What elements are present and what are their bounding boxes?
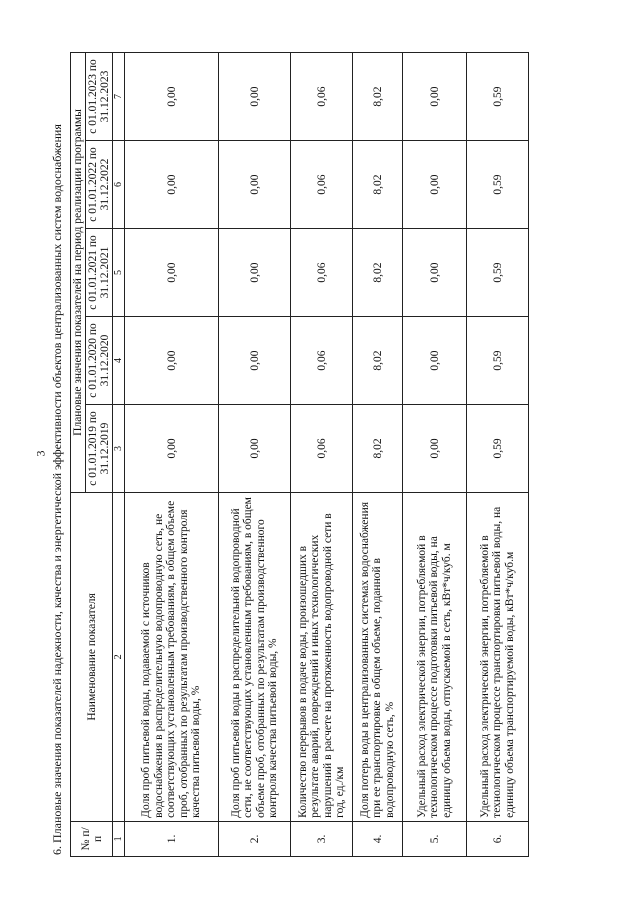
indicator-value: 0,00 — [125, 53, 219, 141]
table-row — [403, 53, 467, 857]
header-row-group — [71, 53, 86, 857]
indicator-value: 0,00 — [219, 53, 291, 141]
page-number: 3 — [33, 450, 48, 457]
column-index: 5 — [113, 229, 125, 317]
indicator-name: Удельный расход электрической энергии, потребляемой в технологическом процессе транспортировки питьевой воды, на единицу объема транспортируемой воды, кВт*ч/куб.м — [467, 492, 529, 821]
section-heading: 6. Плановые значения показателей надежности, качества и энергетической эффективности объектов централизованных систем водоснабжения — [50, 124, 64, 855]
indicator-name: Доля потерь воды в централизованных системах водоснабжения при ее транспортировке в общем объеме, поданной в водопроводную сеть, % — [353, 492, 403, 821]
column-index-row — [113, 53, 125, 857]
indicator-name: Доля проб питьевой воды в распределительной водопроводной сети, не соответствующих установленным требованиям, в общем объеме проб, отобранных по результатам производственного контроля качества питьевой воды, % — [219, 492, 291, 821]
indicator-value: 0,59 — [467, 229, 529, 317]
indicator-value: 0,59 — [467, 53, 529, 141]
indicator-value: 0,00 — [125, 404, 219, 492]
indicator-value: 0,00 — [219, 317, 291, 405]
period-header: с 01.01.2019 по 31.12.2019 — [86, 404, 113, 492]
indicator-value: 0,00 — [219, 404, 291, 492]
period-header: с 01.01.2020 по 31.12.2020 — [86, 317, 113, 405]
row-number: 4. — [353, 821, 403, 856]
column-index: 1 — [113, 821, 125, 856]
indicator-value: 0,00 — [125, 141, 219, 229]
period-header: с 01.01.2021 по 31.12.2021 — [86, 229, 113, 317]
indicator-value: 0,00 — [403, 53, 467, 141]
indicators-table — [70, 52, 529, 857]
table-row — [219, 53, 291, 857]
row-number: 6. — [467, 821, 529, 856]
indicator-name: Количество перерывов в подаче воды, произошедших в результате аварий, повреждений и иных технологических нарушений в расчете на протяженность водопроводной сети в год, ед./км — [291, 492, 353, 821]
indicator-value: 0,59 — [467, 404, 529, 492]
indicator-value: 0,00 — [403, 229, 467, 317]
indicator-name: Удельный расход электрической энергии, потребляемой в технологическом процессе подготовки питьевой воды, на единицу объема воды, отпускаемой в сеть, кВт*ч/куб. м — [403, 492, 467, 821]
indicator-value: 0,00 — [403, 141, 467, 229]
indicator-value: 8,02 — [353, 141, 403, 229]
indicator-name: Доля проб питьевой воды, подаваемой с источников водоснабжения в распределительную водопроводную сеть, не соответствующих установленным требованиям, в общем объеме проб, отобранных по результатам производственного контроля качества питьевой воды, % — [125, 492, 219, 821]
indicator-value: 0,59 — [467, 317, 529, 405]
rotated-page-content — [50, 52, 565, 857]
table-row — [353, 53, 403, 857]
column-index: 2 — [113, 492, 125, 821]
indicator-value: 8,02 — [353, 53, 403, 141]
period-header: с 01.01.2022 по 31.12.2022 — [86, 141, 113, 229]
indicator-value: 8,02 — [353, 404, 403, 492]
column-index: 3 — [113, 404, 125, 492]
row-number: 1. — [125, 821, 219, 856]
indicator-value: 0,06 — [291, 317, 353, 405]
row-number: 2. — [219, 821, 291, 856]
indicator-value: 0,00 — [125, 229, 219, 317]
indicator-value: 0,06 — [291, 141, 353, 229]
indicator-value: 0,59 — [467, 141, 529, 229]
indicator-value: 0,06 — [291, 53, 353, 141]
col-name-header: Наименование показателя — [71, 492, 113, 821]
indicator-value: 0,06 — [291, 229, 353, 317]
indicator-value: 0,00 — [219, 229, 291, 317]
period-header: с 01.01.2023 по 31.12.2023 — [86, 53, 113, 141]
indicator-value: 0,00 — [403, 404, 467, 492]
column-index: 4 — [113, 317, 125, 405]
indicator-value: 0,06 — [291, 404, 353, 492]
col-num-header: № п/п — [71, 821, 113, 856]
table-row — [467, 53, 529, 857]
table-row — [291, 53, 353, 857]
indicator-value: 0,00 — [219, 141, 291, 229]
indicator-value: 0,00 — [125, 317, 219, 405]
column-index: 7 — [113, 53, 125, 141]
column-index: 6 — [113, 141, 125, 229]
table-row — [125, 53, 219, 857]
group-header: Плановые значения показателей на период реализации программы — [71, 53, 86, 493]
row-number: 3. — [291, 821, 353, 856]
row-number: 5. — [403, 821, 467, 856]
indicator-value: 0,00 — [403, 317, 467, 405]
indicator-value: 8,02 — [353, 229, 403, 317]
indicator-value: 8,02 — [353, 317, 403, 405]
